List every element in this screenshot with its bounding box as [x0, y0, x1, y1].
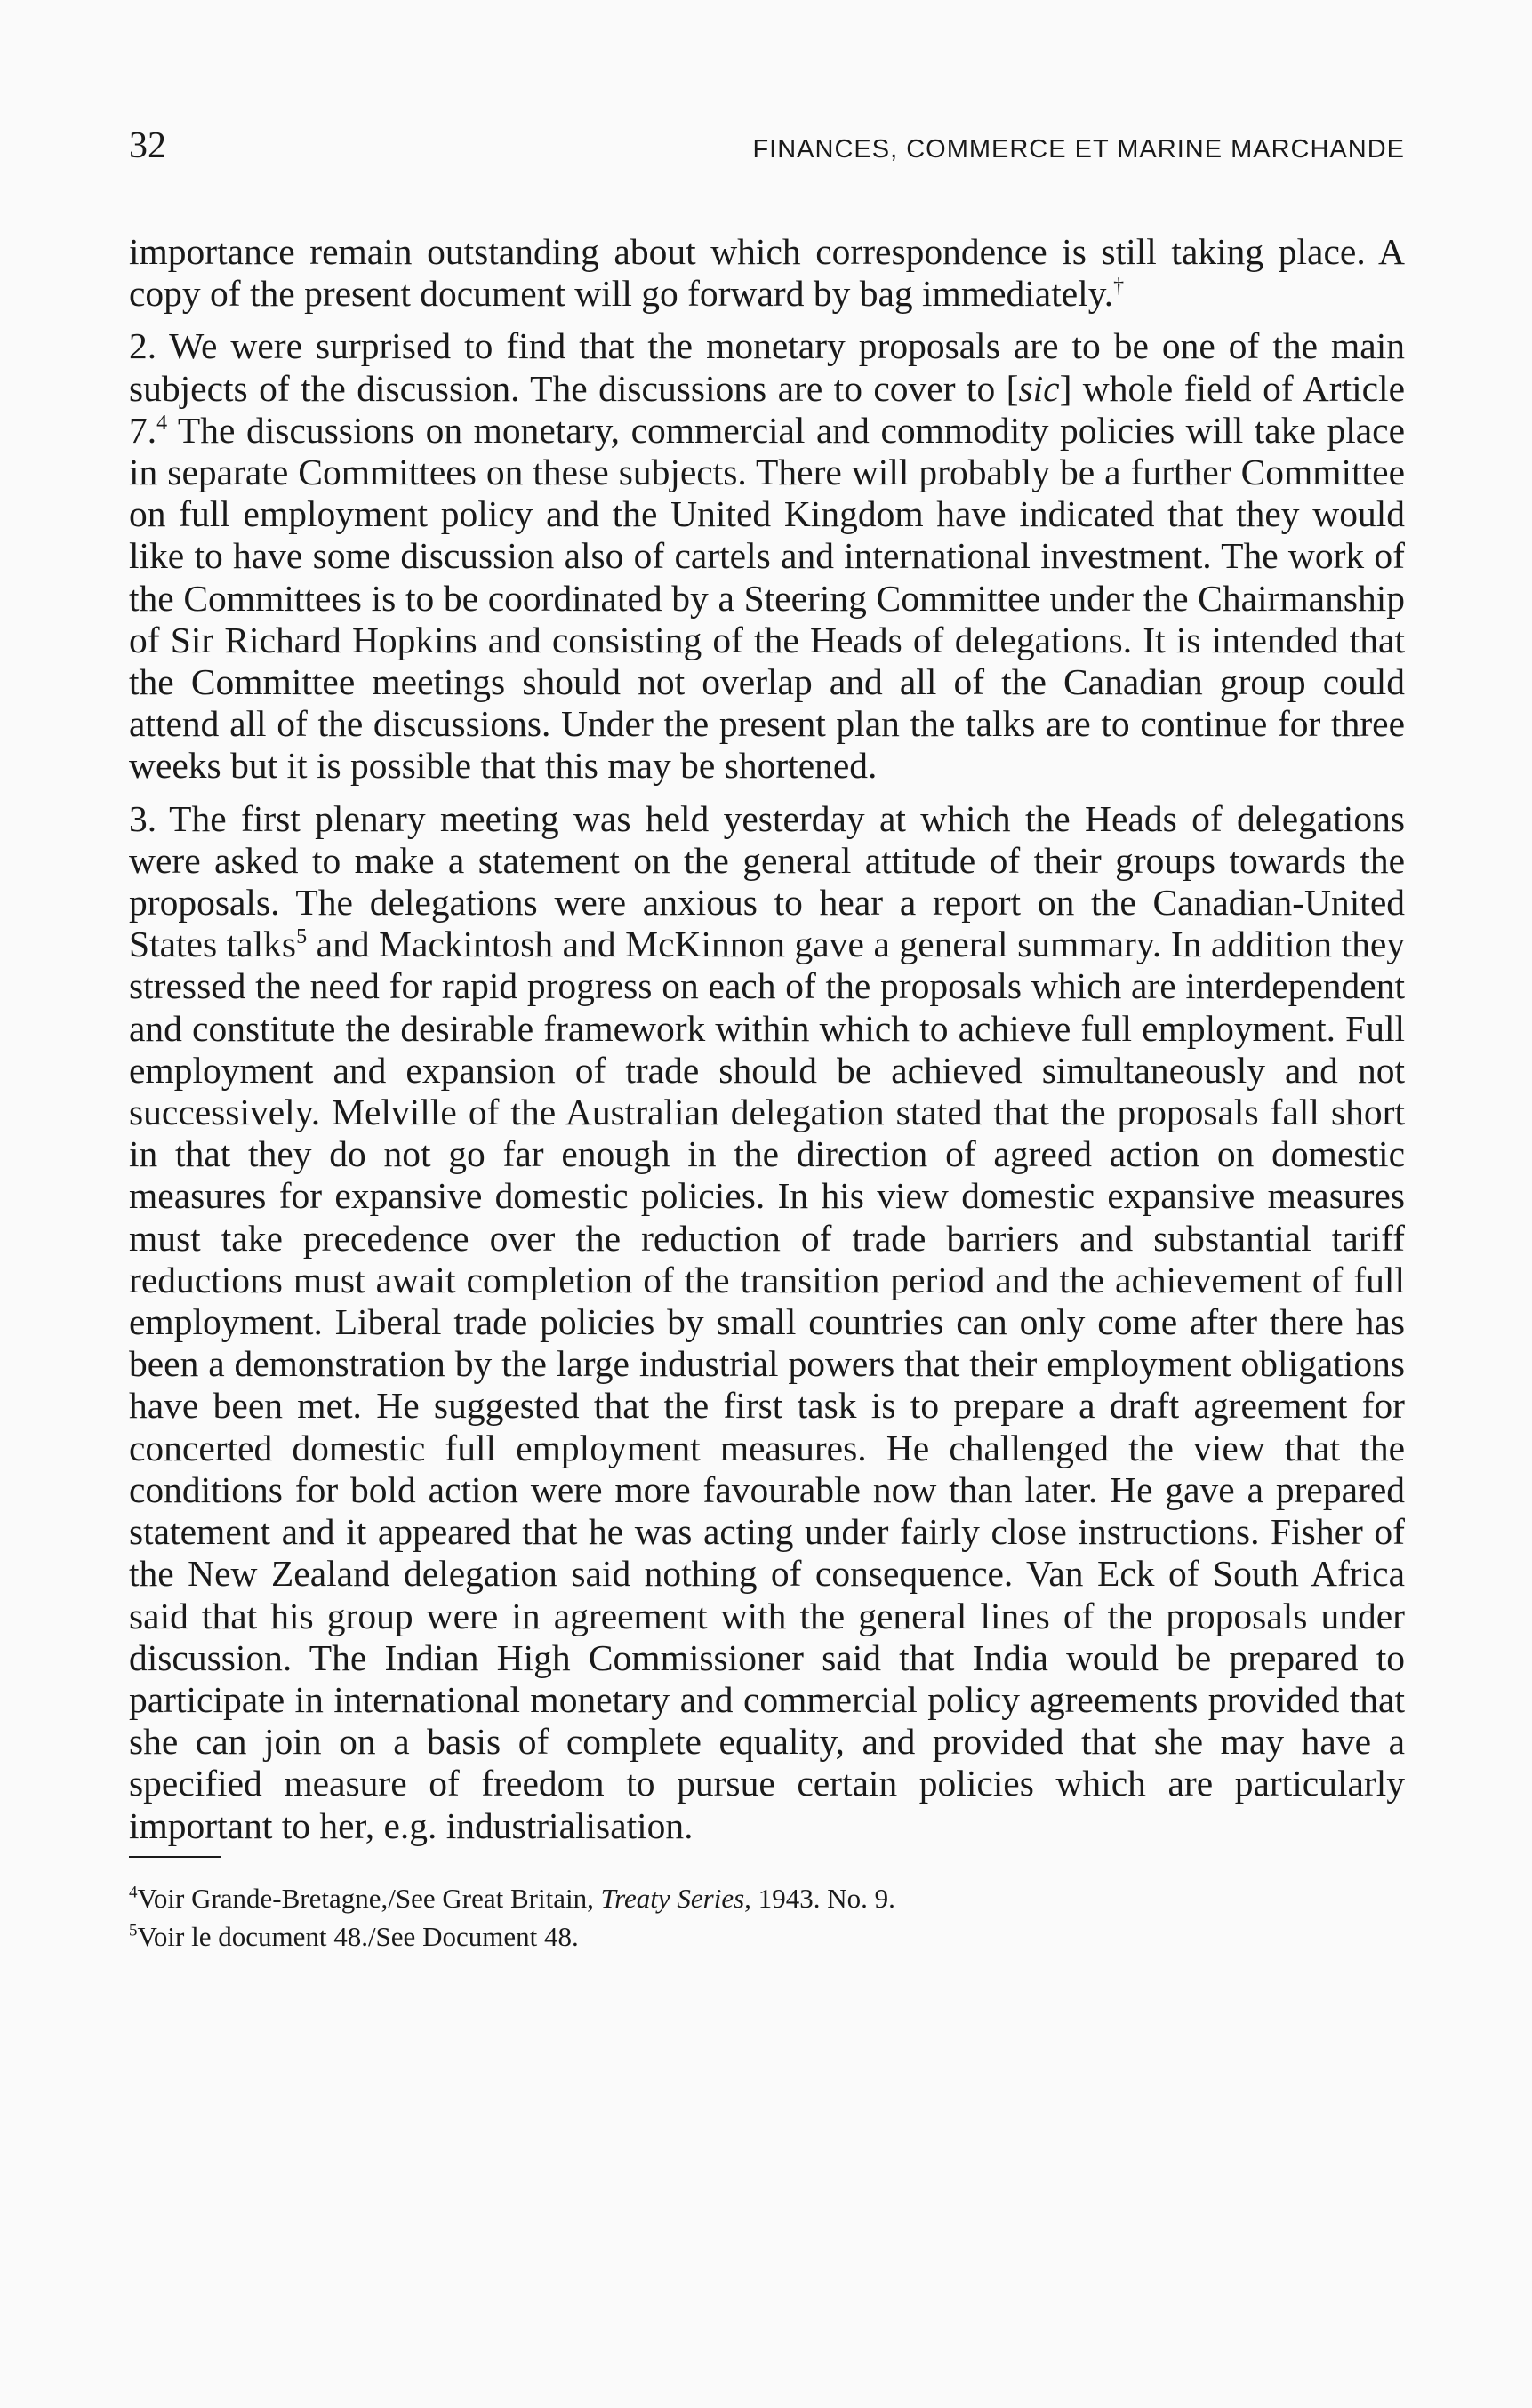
footnote-ref-5: 5 — [296, 925, 308, 949]
paragraph-2-text-a: We were surprised to find that the monetary proposals are to be one of the main subjects of the discussion. The discussions are to cover to [ — [129, 325, 1405, 409]
running-head: FINANCES, COMMERCE ET MARINE MARCHANDE — [752, 135, 1405, 164]
footnote-5-text: Voir le document 48./See Document 48. — [137, 1920, 579, 1952]
footnote-divider — [129, 1856, 221, 1858]
footnotes — [129, 1879, 1405, 1956]
paragraph-2-text-c: The discussions on monetary, commercial and commodity policies will take place in separate Committees on these subjects. There will probably be a further Committee on full employment policy and the United Kingdom have indicated that they would like to have some discussion also of cartels and international investment. The work of the Committees is to be coordinated by a Steering Committee under the Chairmanship of Sir Richard Hopkins and consisting of the Heads of delegations. It is intended that the Committee meetings should not overlap and all of the Canadian group could attend all of the discussions. Under the present plan the talks are to continue for three weeks but it is possible that this may be shortened. — [129, 409, 1405, 787]
footnote-5-mark: 5 — [129, 1921, 138, 1940]
paragraph-3-number: 3. — [129, 797, 157, 839]
paragraph-2 — [129, 325, 1405, 787]
body-text — [129, 231, 1405, 1847]
paragraph-3-text-b: and Mackintosh and McKinnon gave a general summary. In addition they stressed the need for rapid progress on each of the proposals which are interdependent and constitute the desirable framework within which to achieve full employment. Full employment and expansion of trade should be achieved simultaneously and not successively. Melville of the Australian delegation stated that the proposals fall short in that they do not go far enough in the direction of agreed action on domestic measures for expansive domestic policies. In his view domestic expansive measures must take precedence over the reduction of trade barriers and substantial tariff reductions must await completion of the transition period and the achievement of full employment. Liberal trade policies by small countries can only come after there has been a demonstration by the large industrial powers that their employment obligations have been met. He suggested that the first task is to prepare a draft agreement for concerted domestic full employment measures. He challenged the view that the conditions for bold action were more favourable now than later. He gave a prepared statement and it appeared that he was acting under fairly close instructions. Fisher of the New Zealand delegation said nothing of consequence. Van Eck of South Africa said that his group were in agreement with the general lines of the proposals under discussion. The Indian High Commissioner said that India would be prepared to participate in international monetary and commercial policy agreements provided that she can join on a basis of complete equality, and provided that she may have a specified measure of freedom to pursue certain policies which are particularly important to her, e.g. industrialisation. — [129, 924, 1406, 1846]
document-page — [129, 124, 1405, 1956]
page-number: 32 — [129, 125, 166, 166]
paragraph-2-number: 2. — [129, 325, 157, 367]
dagger-mark: † — [1113, 275, 1125, 299]
footnote-4 — [129, 1879, 1405, 1917]
footnote-4-mark: 4 — [129, 1883, 138, 1902]
footnote-4-text-a: Voir Grande-Bretagne,/See Great Britain, — [137, 1882, 601, 1914]
footnote-5 — [129, 1917, 1405, 1956]
page-header — [129, 124, 1405, 167]
footnote-4-italic: Treaty Series, — [600, 1882, 751, 1914]
footnote-ref-4: 4 — [156, 411, 168, 435]
paragraph-2-text-b: ] whole field of Article 7. — [129, 367, 1405, 451]
paragraph-3-text-a: The first plenary meeting was held yesterday at which the Heads of delegations were asked to make a statement on the general attitude of their groups towards the proposals. The delegations were anxious to hear a report on the Canadian-United States talks — [129, 797, 1405, 965]
footnote-4-text-b: 1943. No. 9. — [750, 1882, 895, 1914]
paragraph-3 — [129, 798, 1405, 1847]
sic-note: sic — [1018, 367, 1060, 409]
paragraph-1 — [129, 231, 1405, 315]
paragraph-1-text: importance remain outstanding about which correspondence is still taking place. A copy of the present document will go forward by bag immediately. — [129, 231, 1405, 315]
